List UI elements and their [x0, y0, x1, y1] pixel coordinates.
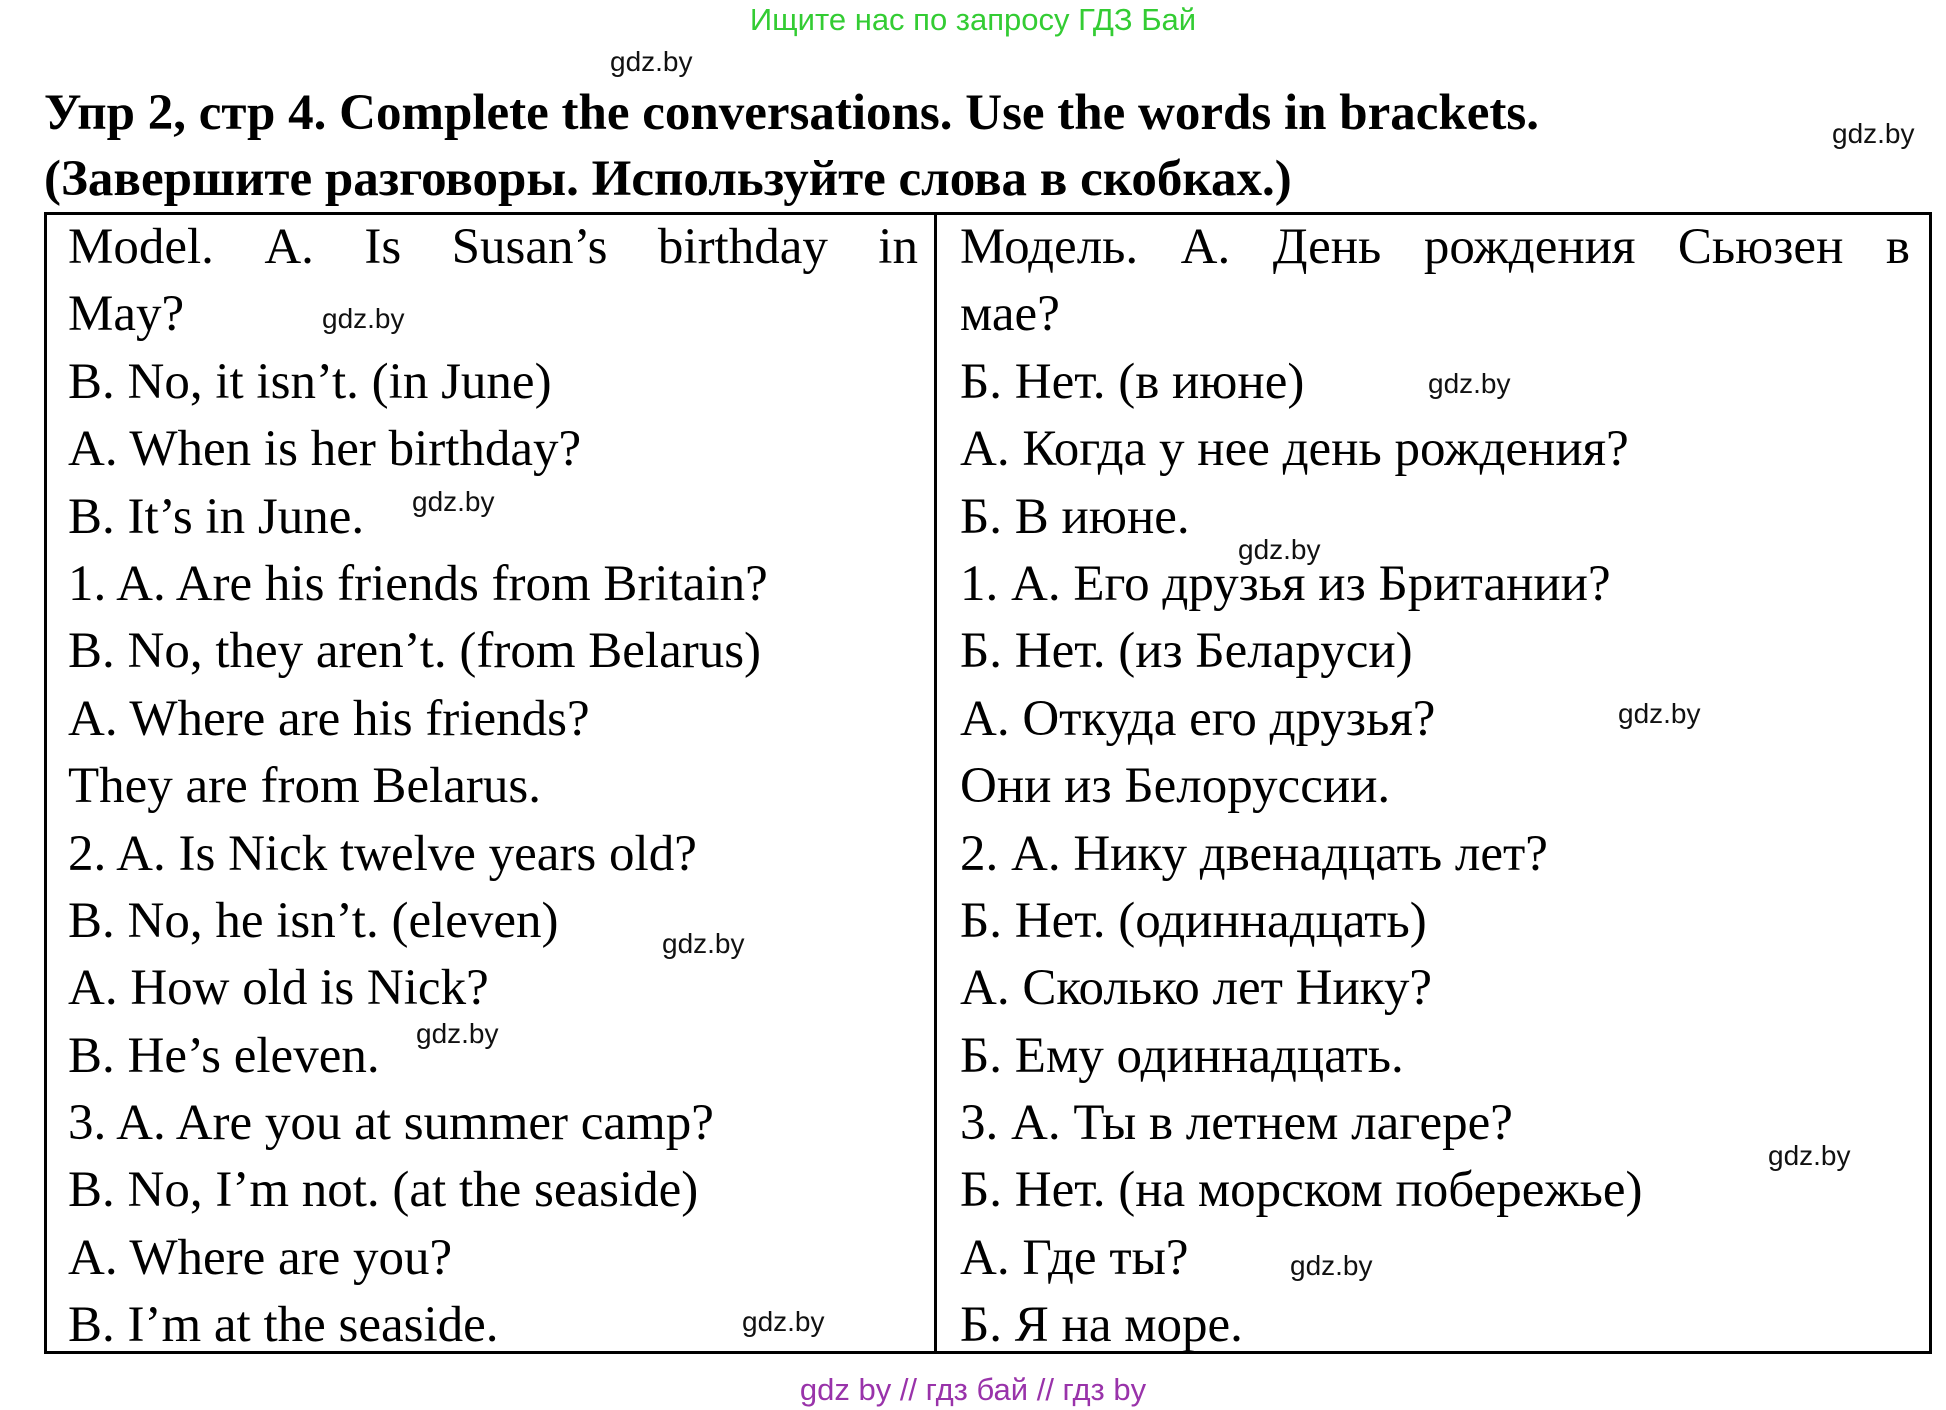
text-line: 2. A. Is Nick twelve years old?	[68, 825, 697, 882]
text-line: 1. A. Are his friends from Britain?	[68, 555, 768, 612]
text-line: Б. В июне.	[960, 488, 1190, 545]
top-banner: Ищите нас по запросу ГДЗ Бай	[749, 2, 1197, 37]
watermark: gdz.by	[610, 46, 693, 77]
watermark: gdz.by	[416, 1018, 499, 1049]
word: Модель.	[960, 219, 1139, 275]
watermark: gdz.by	[662, 928, 745, 959]
exercise-title	[44, 80, 1894, 212]
watermark: gdz.by	[1618, 698, 1701, 729]
watermark: gdz.by	[1290, 1250, 1373, 1281]
word: Susan’s	[451, 219, 608, 275]
word: Is	[364, 219, 402, 275]
text-line: B. No, he isn’t. (eleven)	[68, 892, 559, 949]
text-line: May?	[68, 286, 185, 343]
word: А.	[1180, 219, 1231, 275]
model-line-russian	[960, 214, 1910, 281]
text-line: B. It’s in June.	[68, 488, 365, 545]
bottom-banner: gdz by // гдз бай // гдз by	[799, 1372, 1147, 1407]
text-line: Б. Нет. (одиннадцать)	[960, 892, 1427, 949]
text-line: Б. Я на море.	[960, 1297, 1243, 1354]
english-column	[68, 214, 918, 1360]
text-line: A. When is her birthday?	[68, 421, 582, 478]
word: в	[1885, 219, 1910, 275]
watermark: gdz.by	[1238, 534, 1321, 565]
watermark: gdz.by	[1768, 1140, 1851, 1171]
text-line: B. No, it isn’t. (in June)	[68, 353, 552, 410]
watermark: gdz.by	[1428, 368, 1511, 399]
watermark: gdz.by	[742, 1306, 825, 1337]
text-line: А. Сколько лет Нику?	[960, 960, 1432, 1017]
text-line: They are from Belarus.	[68, 758, 541, 815]
watermark: gdz.by	[1832, 118, 1915, 149]
text-line: 2. А. Нику двенадцать лет?	[960, 825, 1548, 882]
text-line: A. Where are you?	[68, 1229, 453, 1286]
word: День	[1272, 219, 1382, 275]
column-divider	[934, 212, 937, 1354]
text-line: 3. А. Ты в летнем лагере?	[960, 1095, 1513, 1152]
model-line-english	[68, 214, 918, 281]
text-line: 1. А. Его друзья из Британии?	[960, 555, 1611, 612]
text-line: B. No, I’m not. (at the seaside)	[68, 1162, 699, 1219]
text-line: мае?	[960, 286, 1060, 343]
text-line: Б. Нет. (из Беларуси)	[960, 623, 1413, 680]
text-line: Б. Ему одиннадцать.	[960, 1027, 1404, 1084]
word: Сьюзен	[1677, 219, 1844, 275]
word: Model.	[68, 219, 214, 275]
text-line: B. He’s eleven.	[68, 1027, 380, 1084]
text-line: Б. Нет. (в июне)	[960, 353, 1305, 410]
title-line-russian: (Завершите разговоры. Используйте слова в скобках.)	[44, 151, 1292, 207]
watermark: gdz.by	[322, 303, 405, 334]
text-line: A. Where are his friends?	[68, 690, 590, 747]
word: A.	[264, 219, 314, 275]
text-line: Б. Нет. (на морском побережье)	[960, 1162, 1643, 1219]
text-line: A. How old is Nick?	[68, 960, 489, 1017]
watermark: gdz.by	[412, 486, 495, 517]
word: рождения	[1423, 219, 1636, 275]
text-line: А. Когда у нее день рождения?	[960, 421, 1629, 478]
text-line: А. Откуда его друзья?	[960, 690, 1436, 747]
text-line: А. Где ты?	[960, 1229, 1189, 1286]
word: birthday	[657, 219, 828, 275]
text-line: B. I’m at the seaside.	[68, 1297, 499, 1354]
text-line: 3. A. Are you at summer camp?	[68, 1095, 714, 1152]
title-line-english: Упр 2, стр 4. Complete the conversations. Use the words in brackets.	[44, 85, 1539, 141]
word: in	[878, 219, 918, 275]
text-line: Они из Белоруссии.	[960, 758, 1391, 815]
text-line: B. No, they aren’t. (from Belarus)	[68, 623, 762, 680]
